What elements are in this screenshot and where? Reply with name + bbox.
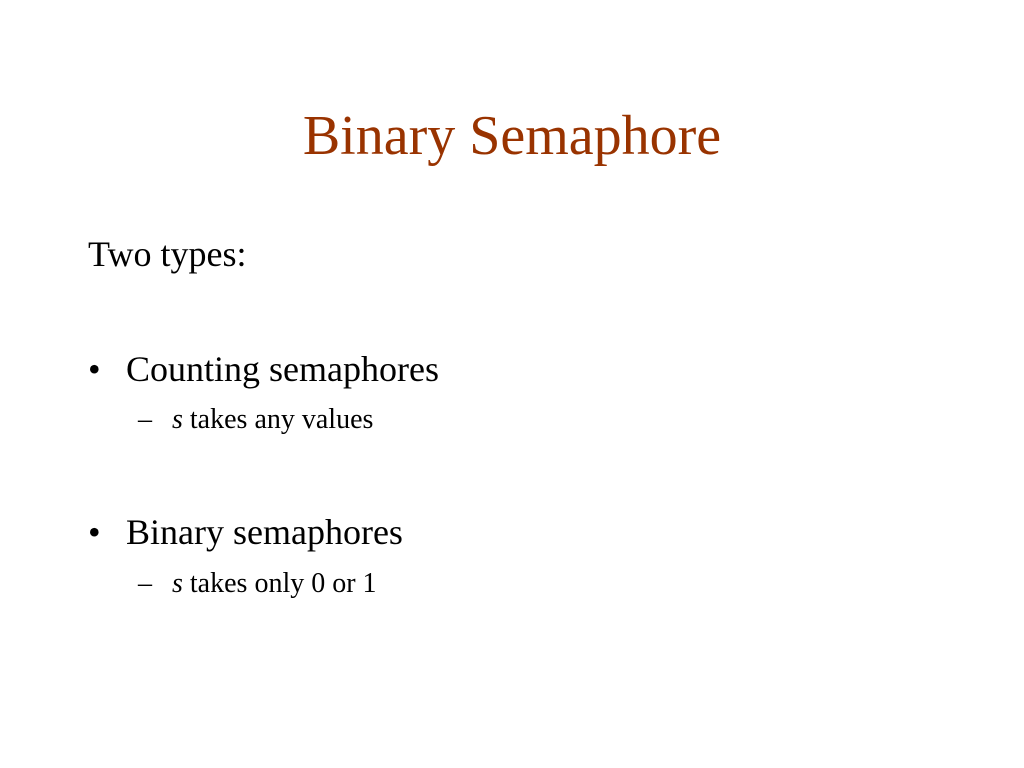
slide-title: Binary Semaphore xyxy=(302,105,722,167)
sub-item-binary xyxy=(138,566,377,602)
intro-text: Two types: xyxy=(88,234,247,274)
bullet-label: Binary semaphores xyxy=(126,512,403,552)
bullet-item-counting xyxy=(88,347,439,391)
sub-item-text: takes only 0 or 1 xyxy=(182,568,377,599)
bullet-item-binary xyxy=(88,510,403,554)
dash-marker: – xyxy=(138,568,152,599)
bullet-marker: • xyxy=(88,512,101,552)
bullet-label: Counting semaphores xyxy=(126,349,439,389)
variable-s: s xyxy=(172,568,183,599)
sub-item-text: takes any values xyxy=(182,404,374,435)
variable-s: s xyxy=(172,404,183,435)
sub-item-counting xyxy=(138,402,373,438)
bullet-marker: • xyxy=(88,349,101,389)
dash-marker: – xyxy=(138,404,152,435)
